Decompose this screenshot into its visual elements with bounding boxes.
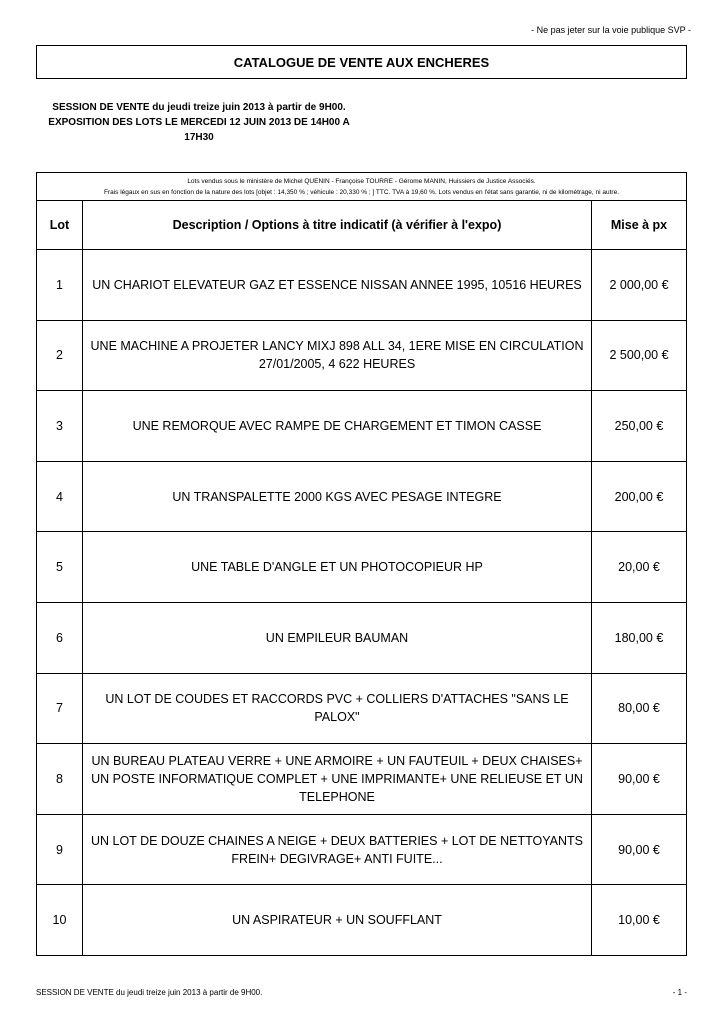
table-row	[37, 532, 687, 603]
lot-description: UN CHARIOT ELEVATEUR GAZ ET ESSENCE NISSAN ANNEE 1995, 10516 HEURES	[83, 250, 592, 321]
table-row	[37, 673, 687, 744]
table-row	[37, 461, 687, 532]
lot-number: 2	[37, 320, 83, 391]
table-header-row	[37, 201, 687, 250]
table-row	[37, 885, 687, 956]
lot-number: 7	[37, 673, 83, 744]
lot-number: 4	[37, 461, 83, 532]
lot-number: 3	[37, 391, 83, 462]
lot-price: 90,00 €	[592, 814, 687, 885]
lot-description: UNE REMORQUE AVEC RAMPE DE CHARGEMENT ET TIMON CASSE	[83, 391, 592, 462]
catalogue-title-text: CATALOGUE DE VENTE AUX ENCHERES	[233, 54, 490, 70]
legal-line: Lots vendus sous le ministère de Michel QUENIN - Françoise TOURRE - Gérome MANIN, Huissiers de Justice Associés.	[187, 178, 536, 185]
table-row	[37, 814, 687, 885]
lot-price: 250,00 €	[592, 391, 687, 462]
lot-price: 180,00 €	[592, 602, 687, 673]
catalogue-title	[36, 45, 687, 79]
lot-description: UNE TABLE D'ANGLE ET UN PHOTOCOPIEUR HP	[83, 532, 592, 603]
lot-description: UN LOT DE COUDES ET RACCORDS PVC + COLLIERS D'ATTACHES "SANS LE PALOX"	[83, 673, 592, 744]
lot-description: UN TRANSPALETTE 2000 KGS AVEC PESAGE INTEGRE	[83, 461, 592, 532]
lot-number: 6	[37, 602, 83, 673]
lot-description: UN EMPILEUR BAUMAN	[83, 602, 592, 673]
lot-description: UNE MACHINE A PROJETER LANCY MIXJ 898 ALL 34, 1ERE MISE EN CIRCULATION 27/01/2005, 4 622 HEURES	[83, 320, 592, 391]
lots-table	[36, 200, 687, 956]
page-number: - 1 -	[672, 988, 687, 997]
lot-price: 10,00 €	[592, 885, 687, 956]
session-line: EXPOSITION DES LOTS LE MERCEDI 12 JUIN 2013 DE 14H00 A	[48, 117, 350, 128]
lot-price: 90,00 €	[592, 744, 687, 815]
lot-price: 20,00 €	[592, 532, 687, 603]
header-price: Mise à px	[592, 201, 687, 250]
table-row	[37, 391, 687, 462]
session-info	[36, 100, 362, 145]
table-row	[37, 250, 687, 321]
session-line: 17H30	[184, 132, 214, 143]
lot-price: 2 500,00 €	[592, 320, 687, 391]
lot-price: 80,00 €	[592, 673, 687, 744]
lot-number: 8	[37, 744, 83, 815]
header-lot: Lot	[37, 201, 83, 250]
lot-description: UN LOT DE DOUZE CHAINES A NEIGE + DEUX BATTERIES + LOT DE NETTOYANTS FREIN+ DEGIVRAGE+ ANTI FUITE...	[83, 814, 592, 885]
lot-price: 200,00 €	[592, 461, 687, 532]
legal-line: Frais légaux en sus en fonction de la nature des lots [objet : 14,350 % ; véhicule : 20,330 % ; ] TTC. TVA à 19,60 %. Lots vendus en l'état sans garantie, ni de kilométrage, ni autre.	[103, 189, 620, 196]
table-row	[37, 602, 687, 673]
legal-notice	[36, 172, 687, 200]
table-row	[37, 320, 687, 391]
lot-number: 9	[37, 814, 83, 885]
lot-number: 1	[37, 250, 83, 321]
lot-number: 5	[37, 532, 83, 603]
lot-description: UN BUREAU PLATEAU VERRE + UNE ARMOIRE + UN FAUTEUIL + DEUX CHAISES+ UN POSTE INFORMATIQUE COMPLET + UNE IMPRIMANTE+ UNE RELIEUSE ET UN TELEPHONE	[83, 744, 592, 815]
footer-session: SESSION DE VENTE du jeudi treize juin 2013 à partir de 9H00.	[36, 988, 263, 997]
lot-number: 10	[37, 885, 83, 956]
lot-description: UN ASPIRATEUR + UN SOUFFLANT	[83, 885, 592, 956]
table-row	[37, 744, 687, 815]
header-description: Description / Options à titre indicatif (à vérifier à l'expo)	[83, 201, 592, 250]
session-line: SESSION DE VENTE du jeudi treize juin 2013 à partir de 9H00.	[52, 102, 346, 113]
top-note: - Ne pas jeter sur la voie publique SVP -	[531, 25, 691, 35]
lot-price: 2 000,00 €	[592, 250, 687, 321]
